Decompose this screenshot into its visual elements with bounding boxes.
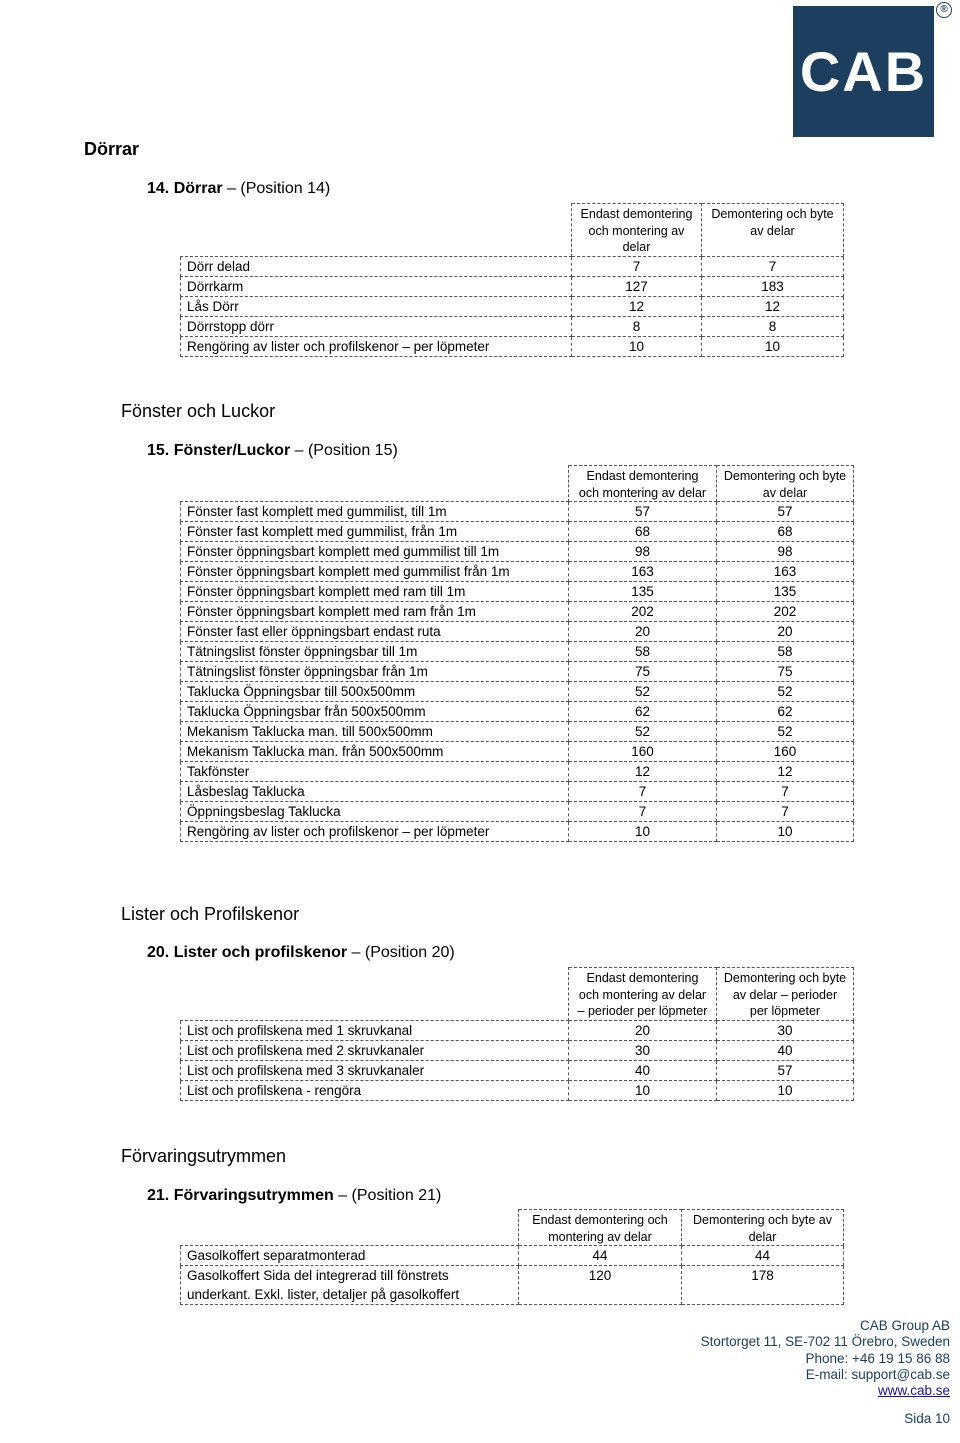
value-replacement: 10 <box>717 822 854 842</box>
column-header: Endast demontering och montering av delar <box>519 1210 682 1246</box>
storage-table <box>180 1209 844 1305</box>
column-header: Endast demontering och montering av delar <box>569 466 717 502</box>
value-disassembly: 7 <box>569 802 717 822</box>
value-replacement: 40 <box>717 1040 854 1060</box>
subheading-doors: 14. Dörrar – (Position 14) <box>147 180 331 197</box>
row-label: Mekanism Taklucka man. från 500x500mm <box>181 742 569 762</box>
value-disassembly: 10 <box>569 822 717 842</box>
table-row <box>181 1060 854 1080</box>
value-disassembly: 12 <box>569 762 717 782</box>
value-disassembly: 52 <box>569 722 717 742</box>
table-row <box>181 336 844 356</box>
section-heading-doors: Dörrar <box>84 139 140 159</box>
value-disassembly: 30 <box>569 1040 717 1060</box>
value-replacement: 7 <box>702 256 844 276</box>
row-label: Takfönster <box>181 762 569 782</box>
row-label: Gasolkoffert Sida del integrerad till fönstrets underkant. Exkl. lister, detaljer på gasolkoffert <box>181 1266 519 1305</box>
row-label: Fönster öppningsbart komplett med gummilist från 1m <box>181 562 569 582</box>
company-address: Stortorget 11, SE-702 11 Örebro, Sweden <box>700 1334 950 1350</box>
column-header: Demontering och byte av delar <box>717 466 854 502</box>
table-row <box>181 562 854 582</box>
logo-text: CAB <box>799 40 928 103</box>
value-disassembly: 202 <box>569 602 717 622</box>
value-disassembly: 98 <box>569 542 717 562</box>
registered-mark-icon: ® <box>936 2 952 18</box>
value-replacement: 75 <box>717 662 854 682</box>
table-row <box>181 782 854 802</box>
value-replacement: 202 <box>717 602 854 622</box>
column-header: Endast demontering och montering av delar – perioder per löpmeter <box>569 968 717 1021</box>
table-row <box>181 522 854 542</box>
table-row <box>181 822 854 842</box>
value-replacement: 135 <box>717 582 854 602</box>
table-row <box>181 802 854 822</box>
row-label: Taklucka Öppningsbar till 500x500mm <box>181 682 569 702</box>
value-disassembly: 135 <box>569 582 717 602</box>
value-replacement: 12 <box>717 762 854 782</box>
row-label: List och profilskena - rengöra <box>181 1080 569 1100</box>
row-label: Fönster öppningsbart komplett med ram från 1m <box>181 602 569 622</box>
table-row <box>181 542 854 562</box>
value-disassembly: 44 <box>519 1246 682 1266</box>
table-row <box>181 316 844 336</box>
row-label: Tätningslist fönster öppningsbar från 1m <box>181 662 569 682</box>
row-label: List och profilskena med 3 skruvkanaler <box>181 1060 569 1080</box>
row-label: Tätningslist fönster öppningsbar till 1m <box>181 642 569 662</box>
value-disassembly: 7 <box>572 256 702 276</box>
section-heading-storage: Förvaringsutrymmen <box>121 1146 287 1166</box>
value-disassembly: 75 <box>569 662 717 682</box>
column-header: Demontering och byte av delar <box>702 204 844 257</box>
section-heading-windows: Fönster och Luckor <box>121 401 276 421</box>
row-label: Fönster öppningsbart komplett med gummilist till 1m <box>181 542 569 562</box>
value-replacement: 12 <box>702 296 844 316</box>
value-replacement: 44 <box>682 1246 844 1266</box>
trims-table <box>180 967 854 1101</box>
subheading-trims: 20. Lister och profilskenor – (Position 20) <box>147 944 455 961</box>
value-disassembly: 127 <box>572 276 702 296</box>
company-phone: Phone: +46 19 15 86 88 <box>805 1350 950 1366</box>
value-replacement: 52 <box>717 722 854 742</box>
table-row <box>181 682 854 702</box>
table-row <box>181 1020 854 1040</box>
value-replacement: 62 <box>717 702 854 722</box>
row-label: Fönster fast komplett med gummilist, till 1m <box>181 502 569 522</box>
table-row <box>181 602 854 622</box>
value-replacement: 52 <box>717 682 854 702</box>
value-disassembly: 40 <box>569 1060 717 1080</box>
table-row <box>181 742 854 762</box>
section-heading-trims: Lister och Profilskenor <box>121 904 300 924</box>
row-label: Mekanism Taklucka man. till 500x500mm <box>181 722 569 742</box>
table-row <box>181 256 844 276</box>
row-label: Fönster fast eller öppningsbart endast ruta <box>181 622 569 642</box>
subheading-windows: 15. Fönster/Luckor – (Position 15) <box>147 442 398 459</box>
table-row <box>181 1246 844 1266</box>
value-disassembly: 163 <box>569 562 717 582</box>
row-label: List och profilskena med 2 skruvkanaler <box>181 1040 569 1060</box>
value-disassembly: 10 <box>572 336 702 356</box>
table-row <box>181 276 844 296</box>
value-replacement: 98 <box>717 542 854 562</box>
value-disassembly: 10 <box>569 1080 717 1100</box>
row-label: Dörr delad <box>181 256 572 276</box>
row-label: Fönster fast komplett med gummilist, från 1m <box>181 522 569 542</box>
row-label: Fönster öppningsbart komplett med ram till 1m <box>181 582 569 602</box>
value-disassembly: 52 <box>569 682 717 702</box>
value-disassembly: 120 <box>519 1266 682 1305</box>
row-label: Rengöring av lister och profilskenor – per löpmeter <box>181 822 569 842</box>
value-replacement: 20 <box>717 622 854 642</box>
value-disassembly: 160 <box>569 742 717 762</box>
value-disassembly: 12 <box>572 296 702 316</box>
subheading-storage: 21. Förvaringsutrymmen – (Position 21) <box>147 1187 442 1204</box>
windows-table <box>180 465 854 842</box>
column-header: Endast demontering och montering av delar <box>572 204 702 257</box>
row-label: Taklucka Öppningsbar från 500x500mm <box>181 702 569 722</box>
value-disassembly: 68 <box>569 522 717 542</box>
table-row <box>181 622 854 642</box>
value-disassembly: 7 <box>569 782 717 802</box>
company-website-link[interactable]: www.cab.se <box>877 1383 950 1399</box>
table-row <box>181 296 844 316</box>
table-row <box>181 1040 854 1060</box>
table-row <box>181 1080 854 1100</box>
value-replacement: 8 <box>702 316 844 336</box>
row-label: Låsbeslag Taklucka <box>181 782 569 802</box>
table-row <box>181 642 854 662</box>
table-row <box>181 722 854 742</box>
table-row <box>181 582 854 602</box>
company-name: CAB Group AB <box>859 1318 950 1333</box>
doors-table <box>180 203 844 357</box>
row-label: List och profilskena med 1 skruvkanal <box>181 1020 569 1040</box>
value-replacement: 30 <box>717 1020 854 1040</box>
column-header: Demontering och byte av delar – perioder per löpmeter <box>717 968 854 1021</box>
value-replacement: 178 <box>682 1266 844 1305</box>
value-replacement: 10 <box>702 336 844 356</box>
table-row <box>181 762 854 782</box>
value-replacement: 160 <box>717 742 854 762</box>
value-disassembly: 8 <box>572 316 702 336</box>
table-row <box>181 502 854 522</box>
row-label: Gasolkoffert separatmonterad <box>181 1246 519 1266</box>
value-replacement: 57 <box>717 502 854 522</box>
page-number: Sida 10 <box>904 1411 950 1426</box>
value-replacement: 10 <box>717 1080 854 1100</box>
table-row <box>181 1266 844 1305</box>
value-replacement: 7 <box>717 802 854 822</box>
table-row <box>181 662 854 682</box>
value-disassembly: 58 <box>569 642 717 662</box>
row-label: Öppningsbeslag Taklucka <box>181 802 569 822</box>
value-disassembly: 62 <box>569 702 717 722</box>
value-replacement: 183 <box>702 276 844 296</box>
value-disassembly: 57 <box>569 502 717 522</box>
row-label: Dörrstopp dörr <box>181 316 572 336</box>
row-label: Dörrkarm <box>181 276 572 296</box>
row-label: Rengöring av lister och profilskenor – per löpmeter <box>181 336 572 356</box>
value-replacement: 68 <box>717 522 854 542</box>
value-disassembly: 20 <box>569 622 717 642</box>
table-row <box>181 702 854 722</box>
company-email: E-mail: support@cab.se <box>805 1366 950 1382</box>
row-label: Lås Dörr <box>181 296 572 316</box>
cab-logo <box>793 6 934 137</box>
value-replacement: 57 <box>717 1060 854 1080</box>
company-footer <box>701 1318 950 1399</box>
value-replacement: 7 <box>717 782 854 802</box>
value-disassembly: 20 <box>569 1020 717 1040</box>
value-replacement: 58 <box>717 642 854 662</box>
column-header: Demontering och byte av delar <box>682 1210 844 1246</box>
value-replacement: 163 <box>717 562 854 582</box>
